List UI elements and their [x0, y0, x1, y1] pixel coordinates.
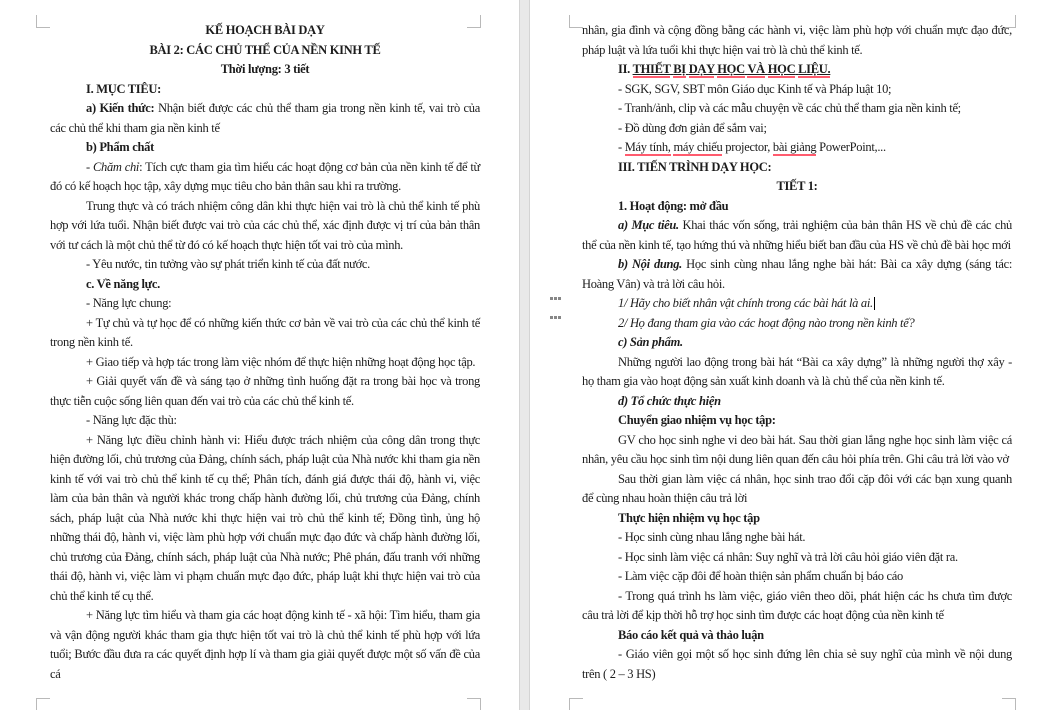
paragraph[interactable] — [582, 587, 1012, 626]
text-boundary-mark-bottom-left — [569, 698, 583, 710]
text-run: II. — [618, 62, 633, 76]
text-run: - Năng lực chung: — [86, 296, 172, 310]
text-boundary-mark-top-left — [569, 15, 583, 28]
paragraph[interactable] — [582, 119, 1012, 139]
text-run: - Năng lực đặc thù: — [86, 413, 177, 427]
paragraph[interactable] — [582, 294, 1012, 314]
text-run: HỌC — [717, 62, 745, 76]
paragraph[interactable] — [50, 21, 480, 41]
text-run: 1/ Hãy cho biết nhân vật chính trong các bài hát là ai. — [618, 296, 873, 310]
text-run: bài giảng — [772, 140, 817, 154]
drag-dot — [558, 316, 561, 319]
text-run: KẾ HOẠCH BÀI DẠY — [205, 23, 325, 37]
page-gutter — [519, 0, 530, 710]
text-run: THIẾT — [632, 62, 671, 76]
text-run: 1. Hoạt động: mở đầu — [618, 198, 729, 213]
text-run: BÀI 2: CÁC CHỦ THỂ CỦA NỀN KINH TẾ — [149, 42, 381, 57]
text-run: 2/ Họ đang tham gia vào các hoạt động nào trong nền kinh tế? — [618, 315, 915, 330]
text-cursor — [874, 297, 875, 310]
paragraph[interactable] — [582, 314, 1012, 334]
text-run: a) Mục tiêu. — [618, 218, 683, 232]
text-run: BỊ — [673, 62, 686, 76]
text-run: - Giáo viên gọi một số học sinh đứng lên chia sẻ suy nghĩ của mình về nội dung trên ( 2 – 3 HS) — [582, 647, 1012, 681]
text-run: - — [618, 140, 625, 154]
text-run: HỌC — [767, 62, 796, 76]
page-1-text-area[interactable] — [50, 21, 480, 684]
paragraph[interactable] — [50, 606, 480, 684]
text-run: Sau thời gian làm việc cá nhân, học sinh trao đổi cặp đôi với các bạn xung quanh để cùng nhau hoàn thiện câu trả lời — [582, 471, 1012, 505]
text-run: - Học sinh làm việc cá nhân: Suy nghĩ và trả lời câu hỏi giáo viên đặt ra. — [618, 549, 958, 564]
text-run: + Năng lực tìm hiểu và tham gia các hoạt động kinh tế - xã hội: Tìm hiểu, tham gia và vận động người khác tham gia thực hiện tốt vai trò là chủ thể kinh tế phù hợp với lứa tuổi; Bước đầu đưa ra các quyết định hợp lí và tham gia giải quyết được một số vấn đề của cá — [50, 608, 480, 681]
text-run: projector, — [722, 140, 773, 154]
paragraph[interactable] — [582, 333, 1012, 353]
text-run: Chăm chỉ — [92, 159, 140, 174]
text-boundary-mark-top-left — [36, 15, 50, 28]
paragraph[interactable] — [582, 216, 1012, 255]
text-run: - Tranh/ảnh, clip và các mẫu chuyện về các chủ thể tham gia nền kinh tế; — [618, 101, 961, 115]
text-run: - — [86, 159, 93, 174]
text-run: + Năng lực điều chỉnh hành vi: Hiểu được trách nhiệm của công dân trong thực hiện đường lối, chủ trương của Đảng, chính sách, pháp luật của Nhà nước khi tham gia nền kinh tế với vai trò chủ thể kinh tế cụ thể; Phân tích, đánh giá được thái độ, hành vi, việc làm của bản thân và người khác trong chấp hành đường lối, chủ trương của Đảng, chính sách, pháp luật của Nhà nước khi thực hiện vai trò chủ thể kinh tế; Đồng tình, ủng hộ những thái độ, hành vi, việc làm phù hợp với chuẩn mực đạo đức và chấp hành đường lối, chủ trương của Đảng, chính sách, pháp luật của Nhà nước; Phê phán, đấu tranh với những thái độ, hành vi, việc làm vi phạm chuẩn mực đạo đức, pháp luật khi thực hiện vai trò của chủ thể kinh tế cụ thể. — [50, 432, 480, 603]
text-run: nhân, gia đình và cộng đồng bằng các hành vi, việc làm phù hợp với chuẩn mực đạo đức, pháp luật và lứa tuổi khi thực hiện vai trò là chủ thể kinh tế. — [582, 23, 1012, 57]
text-run: Khai thác vốn sống, trải nghiệm của bản thân HS về chủ đề các chủ thể của nền kinh tế, tạo hứng thú và những hiểu biết ban đầu của HS về chủ đề bài học mới — [582, 218, 1012, 252]
text-boundary-mark-bottom-right — [1002, 698, 1016, 710]
paragraph[interactable] — [582, 255, 1012, 294]
text-run: Thực hiện nhiệm vụ học tập — [618, 510, 760, 525]
text-run: DẠY — [688, 62, 715, 76]
paragraph[interactable] — [50, 294, 480, 314]
text-run: b) Nội dung. — [618, 257, 687, 271]
paragraph[interactable] — [582, 411, 1012, 431]
paragraph[interactable] — [582, 21, 1012, 60]
text-run: TIẾT 1: — [776, 179, 818, 193]
text-run: Trung thực và có trách nhiệm công dân khi thực hiện vai trò là chủ thể kinh tế phù hợp với lứa tuổi. Nhận biết được vai trò của các chủ thể, xác định được vị trí của bản thân với tư cách là một chủ thể từ đó có kế hoạch thực hiện tốt vai trò của mình. — [50, 198, 480, 252]
paragraph[interactable] — [50, 197, 480, 256]
paragraph[interactable] — [582, 645, 1012, 684]
paragraph[interactable] — [582, 177, 1012, 197]
text-run: Những người lao động trong bài hát “Bài ca xây dựng” là những người thợ xây - họ tham gia vào hoạt động sản xuất kinh doanh và là chủ thể của nền kinh tế. — [582, 354, 1012, 388]
paragraph[interactable] — [50, 353, 480, 373]
text-run: - Yêu nước, tin tưởng vào sự phát triển kinh tế của đất nước. — [86, 257, 370, 271]
paragraph[interactable] — [50, 275, 480, 295]
text-run: VÀ — [747, 62, 765, 76]
drag-dot — [554, 316, 557, 319]
text-run: III. TIẾN TRÌNH DẠY HỌC: — [618, 159, 772, 174]
text-run: Máy tính, — [624, 140, 671, 154]
paragraph[interactable] — [582, 528, 1012, 548]
paragraph[interactable] — [582, 197, 1012, 217]
text-run: + Giao tiếp và hợp tác trong làm việc nhóm để thực hiện những hoạt động học tập. — [86, 354, 476, 369]
text-run: LIỆU. — [798, 62, 831, 76]
text-run: a) Kiến thức: — [86, 101, 159, 115]
paragraph[interactable] — [50, 411, 480, 431]
drag-dot — [550, 316, 553, 319]
text-run: PowerPoint,... — [816, 140, 886, 154]
text-run: Thời lượng: 3 tiết — [220, 62, 310, 76]
paragraph[interactable] — [582, 80, 1012, 100]
paragraph[interactable] — [582, 470, 1012, 509]
text-run: Nhận biết được các chủ thể tham gia trong nền kinh tế, vai trò của các chủ thể khi tham gia nền kinh tế — [50, 101, 480, 135]
paragraph[interactable] — [582, 158, 1012, 178]
page-2 — [530, 0, 1046, 710]
text-run: Học sinh cùng nhau lắng nghe bài hát: Bài ca xây dựng (sáng tác: Hoàng Vân) và trả lời câu hỏi. — [582, 257, 1012, 291]
paragraph[interactable] — [582, 548, 1012, 568]
paragraph[interactable] — [50, 41, 480, 61]
paragraph[interactable] — [582, 431, 1012, 470]
paragraph[interactable] — [50, 80, 480, 100]
paragraph[interactable] — [50, 60, 480, 80]
paragraph[interactable] — [582, 509, 1012, 529]
paragraph[interactable] — [50, 99, 480, 138]
text-run: - Đồ dùng đơn giản để sắm vai; — [618, 120, 767, 135]
text-run: - Học sinh cùng nhau lắng nghe bài hát. — [618, 530, 806, 544]
text-run: Báo cáo kết quả và thảo luận — [618, 627, 764, 642]
paragraph[interactable] — [582, 60, 1012, 80]
paragraph[interactable] — [582, 138, 1012, 158]
paragraph[interactable] — [582, 99, 1012, 119]
text-run: GV cho học sinh nghe vi deo bài hát. Sau thời gian lắng nghe học sinh làm việc cá nhân, yêu cầu học sinh tìm nội dung liên quan đến câu hỏi phía trên. Ghi câu trả lời vào vở — [582, 432, 1012, 466]
text-run: - Trong quá trình hs làm việc, giáo viên theo dõi, phát hiện các hs chưa tìm được câu trả lời để kịp thời hỗ trợ học sinh tìm được các hoạt động của nền kinh tế — [582, 588, 1012, 622]
paragraph[interactable] — [50, 314, 480, 353]
drag-dot — [558, 297, 561, 300]
paragraph-drag-handle-icon[interactable] — [550, 297, 561, 319]
paragraph[interactable] — [50, 372, 480, 411]
paragraph[interactable] — [50, 138, 480, 158]
text-run: d) Tổ chức thực hiện — [618, 393, 721, 408]
text-run: b) Phẩm chất — [86, 140, 154, 154]
paragraph[interactable] — [582, 392, 1012, 412]
text-run: máy chiếu — [673, 140, 723, 154]
text-boundary-mark-bottom-right — [467, 698, 481, 710]
drag-dot — [550, 297, 553, 300]
text-run: c) Sản phẩm. — [618, 335, 683, 349]
paragraph[interactable] — [582, 626, 1012, 646]
paragraph[interactable] — [582, 567, 1012, 587]
text-run: - Làm việc cặp đôi để hoàn thiện sản phẩm chuẩn bị báo cáo — [618, 569, 903, 583]
text-run: c. Về năng lực. — [86, 276, 160, 291]
paragraph[interactable] — [50, 431, 480, 607]
page-1 — [0, 0, 519, 710]
text-run: - SGK, SGV, SBT môn Giáo dục Kinh tế và Pháp luật 10; — [618, 81, 892, 96]
text-boundary-mark-bottom-left — [36, 698, 50, 710]
text-run: : Tích cực tham gia tìm hiểu các hoạt động cơ bản của nền kinh tế để từ đó có kế hoạch học tập, xây dựng mục tiêu cho bản thân sau khi ra trường. — [50, 159, 480, 193]
paragraph[interactable] — [50, 158, 480, 197]
paragraph[interactable] — [582, 353, 1012, 392]
text-run: I. MỤC TIÊU: — [86, 81, 161, 96]
paragraph[interactable] — [50, 255, 480, 275]
drag-dot — [554, 297, 557, 300]
text-run: + Tự chủ và tự học để có những kiến thức cơ bản về vai trò của các chủ thể kinh tế trong nền kinh tế. — [50, 315, 480, 349]
text-run: Chuyển giao nhiệm vụ học tập: — [618, 413, 776, 427]
page-2-text-area[interactable] — [582, 21, 1012, 684]
text-run: + Giải quyết vấn đề và sáng tạo ở những tình huống đặt ra trong bài học và trong thực tiễn cuộc sống liên quan đến vai trò của các chủ thể kinh tế. — [50, 374, 480, 408]
